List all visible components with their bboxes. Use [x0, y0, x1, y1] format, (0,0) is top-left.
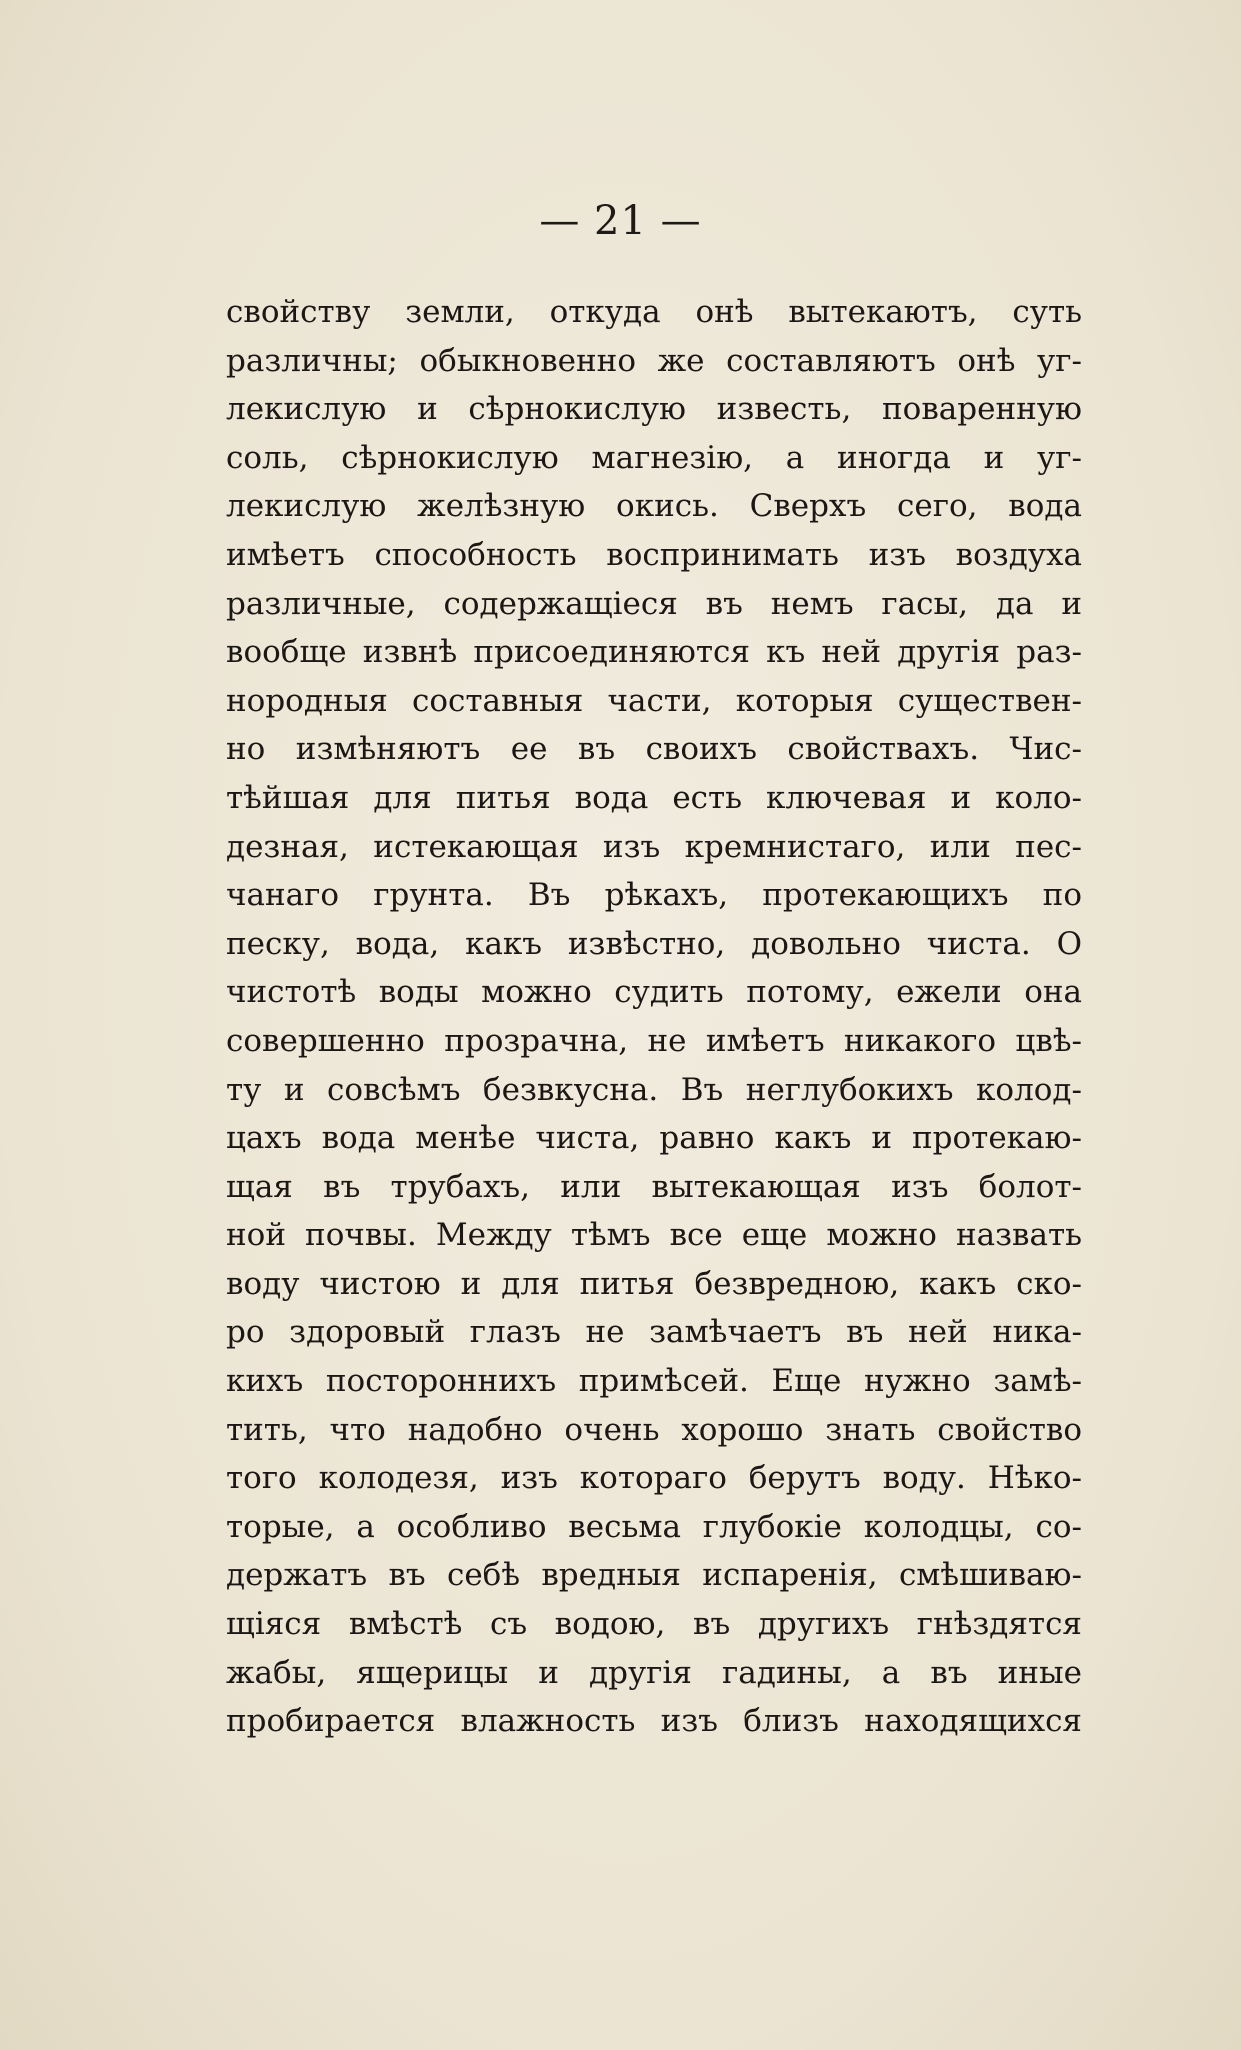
text-line: ту и совсѣмъ безвкусна. Въ неглубокихъ колод-: [226, 1071, 1082, 1108]
text-line: различны; обыкновенно же составляютъ онѣ уг-: [226, 342, 1082, 379]
text-line: держатъ въ себѣ вредныя испаренiя, смѣшиваю-: [226, 1557, 1082, 1594]
body-text: [226, 288, 1082, 1746]
text-line: нородныя составныя части, которыя существен-: [226, 682, 1082, 719]
text-line: но измѣняютъ ее въ своихъ свойствахъ. Чис-: [226, 731, 1082, 768]
text-line: чистотѣ воды можно судить потому, ежели она: [226, 974, 1082, 1011]
text-line: жабы, ящерицы и другiя гадины, а въ иные: [226, 1654, 1082, 1691]
text-line: лекислую и сѣрнокислую известь, поваренную: [226, 391, 1082, 428]
text-line: лекислую желѣзную окись. Сверхъ сего, вода: [226, 488, 1082, 525]
text-line: совершенно прозрачна, не имѣетъ никакого цвѣ-: [226, 1022, 1082, 1059]
text-line: имѣетъ способность воспринимать изъ воздуха: [226, 536, 1082, 573]
text-line: воду чистою и для питья безвредною, какъ ско-: [226, 1265, 1082, 1302]
text-line: того колодезя, изъ котораго берутъ воду. Нѣко-: [226, 1460, 1082, 1497]
text-line: чанаго грунта. Въ рѣкахъ, протекающихъ по: [226, 877, 1082, 914]
text-line: соль, сѣрнокислую магнезiю, а иногда и уг-: [226, 439, 1082, 476]
text-line: щiяся вмѣстѣ съ водою, въ другихъ гнѣздятся: [226, 1606, 1082, 1643]
text-line: торые, а особливо весьма глубокiе колодцы, со-: [226, 1508, 1082, 1545]
text-line: ро здоровый глазъ не замѣчаетъ въ ней ника-: [226, 1314, 1082, 1351]
page-number: — 21 —: [539, 198, 702, 244]
text-line: тить, что надобно очень хорошо знать свойство: [226, 1411, 1082, 1448]
text-line: дезная, истекающая изъ кремнистаго, или пес-: [226, 828, 1082, 865]
text-line: кихъ постороннихъ примѣсей. Еще нужно замѣ-: [226, 1363, 1082, 1400]
text-line: свойству земли, откуда онѣ вытекаютъ, суть: [226, 294, 1082, 330]
text-line: тѣйшая для питья вода есть ключевая и коло-: [226, 779, 1082, 816]
text-line: щая въ трубахъ, или вытекающая изъ болот-: [226, 1168, 1082, 1205]
text-line: различные, содержащiеся въ немъ гасы, да и: [226, 585, 1082, 622]
text-line: песку, вода, какъ извѣстно, довольно чиста. О: [226, 925, 1082, 962]
text-line: ной почвы. Между тѣмъ все еще можно назвать: [226, 1217, 1082, 1254]
text-line: пробирается влажность изъ близъ находящихся: [226, 1703, 1082, 1740]
text-line: вообще извнѣ присоединяются къ ней другiя раз-: [226, 634, 1082, 671]
text-line: цахъ вода менѣе чиста, равно какъ и протекаю-: [226, 1120, 1082, 1157]
